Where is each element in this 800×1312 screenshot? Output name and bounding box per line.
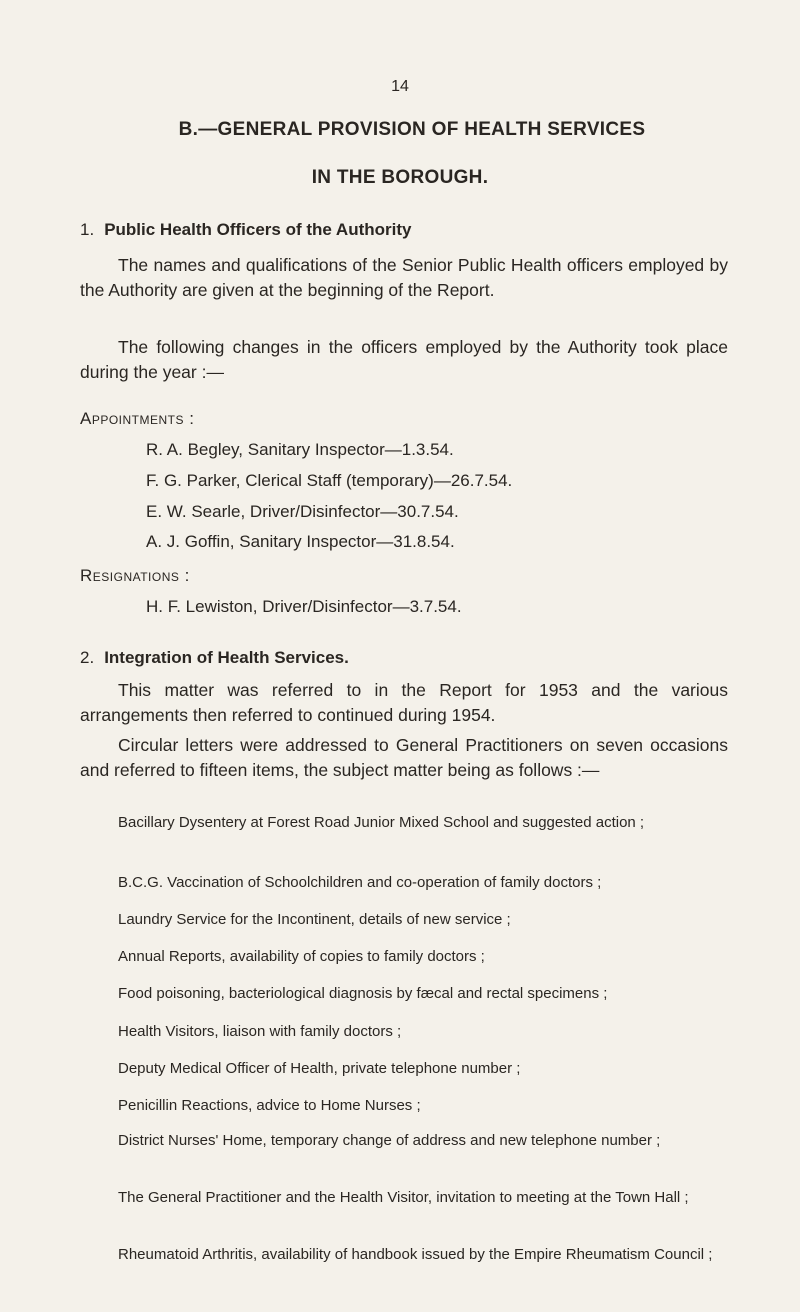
section-2-title: Integration of Health Services.	[104, 648, 349, 667]
section-1-heading	[80, 220, 411, 240]
page-title-line-2: IN THE BOROUGH.	[311, 167, 489, 188]
list-item: Bacillary Dysentery at Forest Road Junior Mixed School and suggested action ;	[118, 814, 645, 831]
appointment-entry: A. J. Goffin, Sanitary Inspector—31.8.54.	[146, 532, 455, 551]
list-item: The General Practitioner and the Health Visitor, invitation to meeting at the Town Hall ;	[118, 1189, 689, 1206]
section-1-paragraph-2: The following changes in the officers employed by the Authority took place during the year :—	[80, 337, 728, 382]
section-1-number: 1.	[80, 220, 95, 239]
list-item: Deputy Medical Officer of Health, private telephone number ;	[118, 1060, 521, 1077]
section-2-heading	[80, 648, 349, 668]
appointments-label: Appointments :	[80, 409, 195, 428]
appointment-entry: F. G. Parker, Clerical Staff (temporary)—26.7.54.	[146, 471, 513, 490]
list-item: Health Visitors, liaison with family doctors ;	[118, 1023, 402, 1040]
section-2-paragraph-2: Circular letters were addressed to General Practitioners on seven occasions and referred to fifteen items, the subject matter being as follows :—	[80, 735, 728, 780]
list-item: B.C.G. Vaccination of Schoolchildren and co-operation of family doctors ;	[118, 874, 602, 891]
section-1-title: Public Health Officers of the Authority	[104, 220, 412, 239]
section-1-paragraph-1: The names and qualifications of the Senior Public Health officers employed by the Authority are given at the beginning of the Report.	[80, 255, 728, 300]
resignation-entry: H. F. Lewiston, Driver/Disinfector—3.7.54.	[146, 597, 462, 616]
section-2-paragraph-1: This matter was referred to in the Report for 1953 and the various arrangements then referred to continued during 1954.	[80, 680, 728, 725]
list-item: Food poisoning, bacteriological diagnosis by fæcal and rectal specimens ;	[118, 985, 608, 1002]
appointment-entry: E. W. Searle, Driver/Disinfector—30.7.54.	[146, 502, 459, 521]
list-item: Penicillin Reactions, advice to Home Nurses ;	[118, 1097, 421, 1114]
resignations-label: Resignations :	[80, 566, 190, 585]
list-item: Annual Reports, availability of copies to family doctors ;	[118, 948, 485, 965]
list-item: Laundry Service for the Incontinent, details of new service ;	[118, 911, 511, 928]
list-item: Rheumatoid Arthritis, availability of handbook issued by the Empire Rheumatism Council ;	[118, 1246, 713, 1263]
section-2-number: 2.	[80, 648, 95, 667]
page-number: 14	[391, 78, 409, 95]
appointment-entry: R. A. Begley, Sanitary Inspector—1.3.54.	[146, 440, 454, 459]
page-title-line-1: B.—GENERAL PROVISION OF HEALTH SERVICES	[178, 119, 646, 140]
list-item: District Nurses' Home, temporary change of address and new telephone number ;	[118, 1132, 661, 1149]
